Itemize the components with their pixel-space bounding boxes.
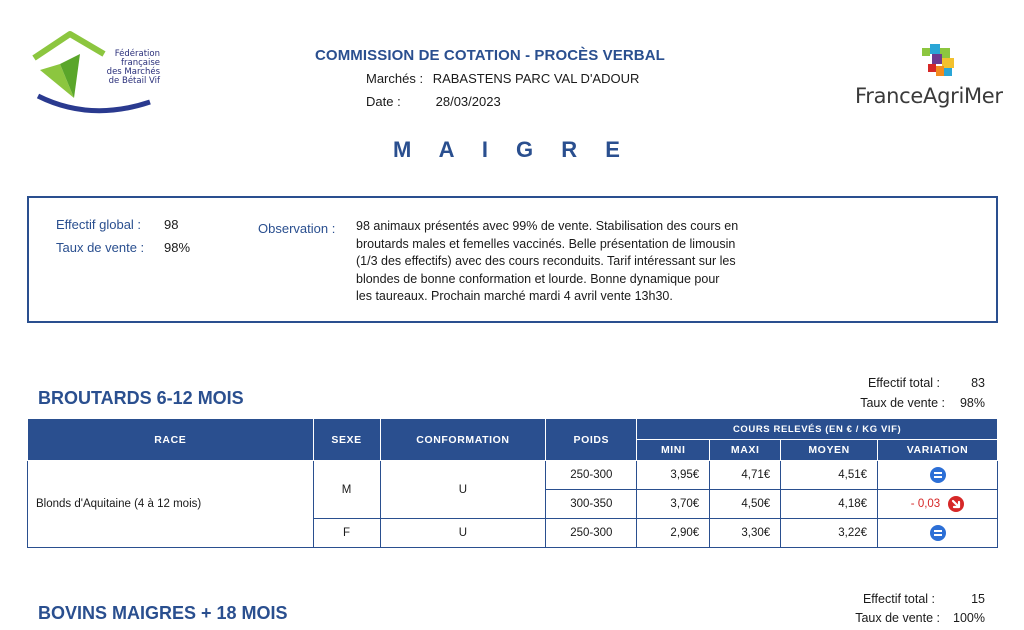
header-conformation: CONFORMATION <box>380 419 546 461</box>
table-row <box>28 461 998 490</box>
equal-icon <box>930 467 946 483</box>
date-value: 28/03/2023 <box>435 94 501 109</box>
section-title-broutards: BROUTARDS 6-12 MOIS <box>38 388 244 408</box>
equal-icon <box>930 525 946 541</box>
cotation-table <box>27 418 998 548</box>
ffm-logo-line: des Marchés <box>106 67 160 77</box>
down-arrow-icon <box>948 496 964 512</box>
section2-taux-label: Taux de vente : <box>855 611 940 625</box>
date-row <box>366 94 501 109</box>
observation-line: (1/3 des effectifs) avec des cours reconduits. Tarif intéressant sur les <box>356 254 736 268</box>
section1-effectif-value: 83 <box>971 376 985 390</box>
section-title-bovins-maigres: BOVINS MAIGRES + 18 MOIS <box>38 603 288 623</box>
header-cours: COURS RELEVÉS (EN € / KG VIF) <box>637 419 998 440</box>
franceagrimer-logo-text: FranceAgriMer <box>855 84 1003 108</box>
variation-cell <box>878 461 998 490</box>
observation-text <box>356 218 786 306</box>
taux-vente-label: Taux de vente : <box>56 240 145 255</box>
marches-value: RABASTENS PARC VAL D'ADOUR <box>432 71 640 86</box>
mini-cell: 3,95€ <box>637 461 710 490</box>
sexe-cell: F <box>313 519 380 548</box>
section2-effectif-value: 15 <box>971 592 985 606</box>
ffm-logo-line: Fédération <box>114 49 160 59</box>
effectif-global-value: 98 <box>164 217 179 232</box>
race-cell: Blonds d'Aquitaine (4 à 12 mois) <box>28 461 314 548</box>
ffm-logo <box>30 28 160 120</box>
moyen-cell: 3,22€ <box>781 519 878 548</box>
section2-taux-value: 100% <box>953 611 985 625</box>
section1-effectif-label: Effectif total : <box>867 376 940 390</box>
variation-cell <box>878 519 998 548</box>
header-variation: VARIATION <box>878 440 998 461</box>
ffm-logo-line: française <box>121 58 160 68</box>
observation-line: 98 animaux présentés avec 99% de vente. Stabilisation des cours en <box>356 219 739 233</box>
variation-cell <box>878 490 998 519</box>
section1-taux-value: 98% <box>959 396 985 410</box>
conformation-cell: U <box>380 519 546 548</box>
poids-cell: 250-300 <box>546 519 637 548</box>
poids-cell: 250-300 <box>546 461 637 490</box>
poids-cell: 300-350 <box>546 490 637 519</box>
observation-line: blondes de bonne conformation et lourde. Bonne dynamique pour <box>356 271 720 286</box>
mini-cell: 2,90€ <box>637 519 710 548</box>
mini-cell: 3,70€ <box>637 490 710 519</box>
header-poids: POIDS <box>546 419 637 461</box>
effectif-global-label: Effectif global : <box>56 217 142 232</box>
date-label: Date : <box>366 94 401 109</box>
moyen-cell: 4,51€ <box>781 461 878 490</box>
marches-row <box>366 71 639 86</box>
header-maxi: MAXI <box>710 440 781 461</box>
observation-label: Observation : <box>258 221 336 236</box>
marches-label: Marchés : <box>366 71 424 86</box>
variation-value: - 0,03 <box>910 498 941 511</box>
ffm-logo-text <box>84 50 160 86</box>
header-moyen: MOYEN <box>781 440 878 461</box>
moyen-cell: 4,18€ <box>781 490 878 519</box>
document-title: COMMISSION DE COTATION - PROCÈS VERBAL <box>315 47 665 64</box>
conformation-cell: U <box>380 461 546 519</box>
taux-vente-value: 98% <box>164 240 191 255</box>
observation-line: les taureaux. Prochain marché mardi 4 avril vente 13h30. <box>356 289 673 303</box>
maxi-cell: 3,30€ <box>710 519 781 548</box>
observation-line: broutards males et femelles vaccinés. Belle présentation de limousin <box>356 236 736 251</box>
ffm-logo-line: de Bétail Vif <box>108 76 160 86</box>
maxi-cell: 4,71€ <box>710 461 781 490</box>
maxi-cell: 4,50€ <box>710 490 781 519</box>
sexe-cell: M <box>313 461 380 519</box>
header-mini: MINI <box>637 440 710 461</box>
header-race: RACE <box>28 419 314 461</box>
summary-box <box>27 196 998 323</box>
header-sexe: SEXE <box>313 419 380 461</box>
section2-effectif-label: Effectif total : <box>862 592 935 606</box>
franceagrimer-logo-mark <box>918 44 962 84</box>
down-arrow-icon-glyph <box>948 496 964 512</box>
category-title: M A I G R E <box>393 137 631 162</box>
section1-taux-label: Taux de vente : <box>860 396 945 410</box>
